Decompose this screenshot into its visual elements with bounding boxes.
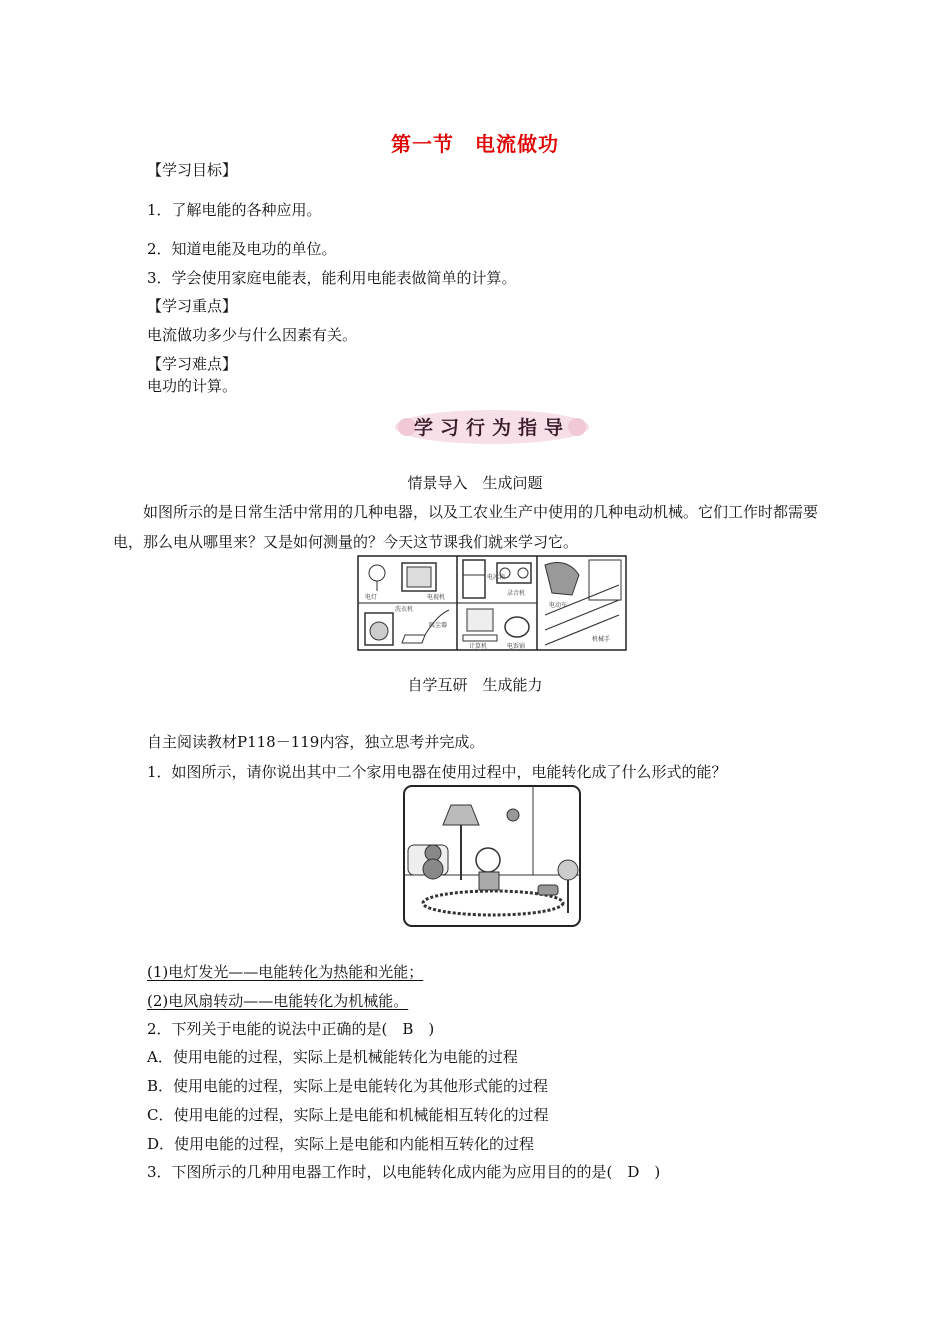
objective-3: 3．学会使用家庭电能表，能利用电能表做简单的计算。 xyxy=(147,269,517,287)
label-radio: 录音机 xyxy=(507,590,526,597)
option-a: A．使用电能的过程，实际上是机械能转化为电能的过程 xyxy=(147,1048,518,1066)
difficulty-heading: 【学习难点】 xyxy=(147,355,238,373)
option-b: B．使用电能的过程，实际上是电能转化为其他形式能的过程 xyxy=(147,1077,549,1095)
label-washer: 洗衣机 xyxy=(395,606,414,613)
answer-1-1: (1)电灯发光——电能转化为热能和光能； xyxy=(147,963,424,981)
label-rice-cooker: 电饭锅 xyxy=(507,643,526,650)
appliances-figure xyxy=(357,555,627,651)
objectives-heading: 【学习目标】 xyxy=(147,161,238,179)
question-1: 1．如图所示，请你说出其中二个家用电器在使用过程中，电能转化成了什么形式的能？ xyxy=(147,763,727,781)
question-3: 3．下图所示的几种用电器工作时，以电能转化成内能为应用目的的是( D ) xyxy=(147,1163,661,1181)
label-lamp: 电灯 xyxy=(365,594,378,601)
intro-paragraph: 如图所示的是日常生活中常用的几种电器，以及工农业生产中使用的几种电动机械。它们工作时都需要电，那么电从哪里来？又是如何测量的？今天这节课我们就来学习它。 xyxy=(113,503,819,551)
section-banner xyxy=(393,408,591,446)
label-fridge: 电冰箱 xyxy=(487,574,506,581)
reading-instruction: 自主阅读教材P118－119内容，独立思考并完成。 xyxy=(147,733,485,751)
label-vacuum: 吸尘器 xyxy=(429,622,448,629)
label-computer: 计算机 xyxy=(469,643,488,650)
banner-text: 学习行为指导 xyxy=(413,417,571,439)
label-robot-arm: 机械手 xyxy=(592,636,611,643)
difficulty-text: 电功的计算。 xyxy=(147,377,238,395)
keypoint-heading: 【学习重点】 xyxy=(147,297,238,315)
room-figure xyxy=(403,785,581,927)
section-heading-2: 自学互研 生成能力 xyxy=(407,676,543,694)
section-heading-1: 情景导入 生成问题 xyxy=(407,474,543,492)
page-title: 第一节 电流做功 xyxy=(391,132,559,156)
label-tram: 电动车 xyxy=(549,602,568,609)
option-c: C．使用电能的过程，实际上是电能和机械能相互转化的过程 xyxy=(147,1106,549,1124)
objective-2: 2．知道电能及电功的单位。 xyxy=(147,240,337,258)
label-tv: 电视机 xyxy=(427,594,446,601)
objective-1: 1．了解电能的各种应用。 xyxy=(147,201,322,219)
keypoint-text: 电流做功多少与什么因素有关。 xyxy=(147,326,358,344)
question-2: 2．下列关于电能的说法中正确的是( B ) xyxy=(147,1020,435,1038)
answer-1-2: (2)电风扇转动——电能转化为机械能。 xyxy=(147,992,409,1010)
option-d: D．使用电能的过程，实际上是电能和内能相互转化的过程 xyxy=(147,1135,535,1153)
